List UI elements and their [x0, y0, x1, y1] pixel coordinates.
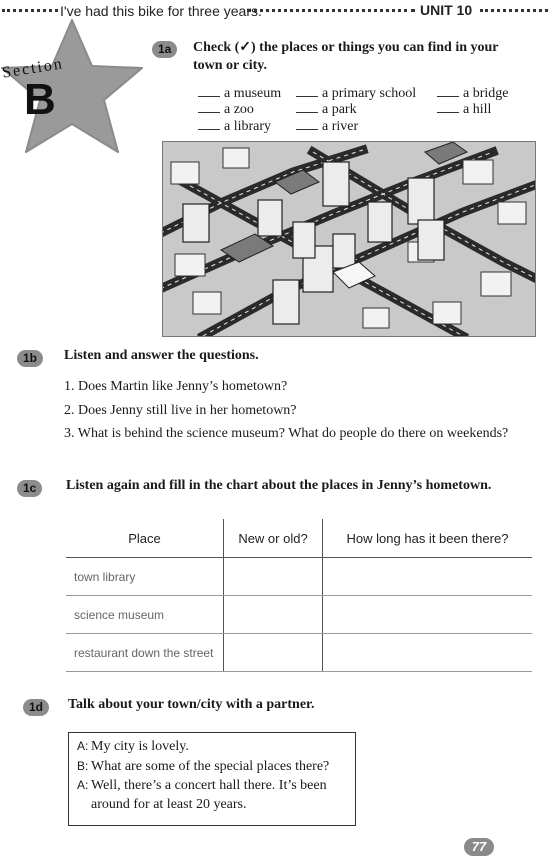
answer-blank[interactable] [198, 95, 220, 97]
answer-blank[interactable] [198, 128, 220, 130]
check-item-museum[interactable]: a museum [198, 86, 281, 102]
instruction-1a-line1: Check (✓) the places or things you can find in your [193, 40, 499, 55]
badge-1d: 1d [23, 699, 49, 716]
speaker-label: B: [77, 759, 89, 773]
speaker-label: A: [77, 739, 89, 753]
chart-header-row [66, 519, 532, 558]
question-3: 3. What is behind the science museum? What do people do there on weekends? [64, 426, 509, 441]
table-row [66, 558, 532, 596]
page-number: 77 [464, 838, 494, 856]
answer-blank[interactable] [437, 95, 459, 97]
col-header-new-or-old: New or old? [224, 519, 323, 558]
header-title: I've had this bike for three years. [60, 3, 262, 19]
places-chart [66, 519, 532, 672]
answer-cell[interactable] [224, 596, 323, 634]
instruction-1a [193, 39, 538, 75]
col-header-place: Place [66, 519, 224, 558]
section-letter: B [24, 75, 56, 124]
city-illustration [162, 141, 536, 337]
answer-blank[interactable] [296, 95, 318, 97]
check-item-river[interactable]: a river [296, 119, 358, 135]
question-1: 1. Does Martin like Jenny’s hometown? [64, 379, 288, 394]
place-cell: restaurant down the street [66, 634, 224, 672]
question-2: 2. Does Jenny still live in her hometown? [64, 403, 297, 418]
dialog-line [77, 797, 247, 813]
dialog-line [77, 739, 189, 755]
dialog-box [68, 732, 356, 826]
table-row [66, 634, 532, 672]
answer-cell[interactable] [224, 558, 323, 596]
answer-cell[interactable] [224, 634, 323, 672]
answer-cell[interactable] [323, 634, 533, 672]
check-item-hill[interactable]: a hill [437, 102, 491, 118]
header-dotted-rule-middle [247, 9, 415, 12]
answer-cell[interactable] [323, 596, 533, 634]
check-item-park[interactable]: a park [296, 102, 357, 118]
section-star-icon [0, 16, 145, 156]
answer-blank[interactable] [198, 111, 220, 113]
instruction-1b: Listen and answer the questions. [64, 348, 259, 363]
speaker-label: A: [77, 778, 89, 792]
section-word: Section [0, 55, 65, 82]
place-cell: science museum [66, 596, 224, 634]
answer-blank[interactable] [437, 111, 459, 113]
instruction-1d: Talk about your town/city with a partner. [68, 697, 315, 712]
badge-1b: 1b [17, 350, 43, 367]
unit-label: UNIT 10 [420, 2, 473, 18]
badge-1c: 1c [17, 480, 42, 497]
answer-cell[interactable] [323, 558, 533, 596]
header-dotted-rule-right [480, 9, 548, 12]
answer-blank[interactable] [296, 111, 318, 113]
dialog-text: around for at least 20 years. [91, 797, 247, 812]
dialog-text: What are some of the special places there? [91, 759, 330, 774]
check-item-library[interactable]: a library [198, 119, 271, 135]
dialog-text: My city is lovely. [91, 739, 189, 754]
dialog-text: Well, there’s a concert hall there. It’s been [91, 778, 327, 793]
check-item-zoo[interactable]: a zoo [198, 102, 254, 118]
header-dotted-rule-left [2, 9, 58, 12]
table-row [66, 596, 532, 634]
place-cell: town library [66, 558, 224, 596]
check-item-bridge[interactable]: a bridge [437, 86, 508, 102]
dialog-line [77, 778, 327, 794]
instruction-1a-line2: town or city. [193, 58, 268, 73]
dialog-line [77, 759, 329, 775]
col-header-how-long: How long has it been there? [323, 519, 533, 558]
answer-blank[interactable] [296, 128, 318, 130]
badge-1a: 1a [152, 41, 177, 58]
check-item-primary-school[interactable]: a primary school [296, 86, 416, 102]
instruction-1c: Listen again and fill in the chart about the places in Jenny’s hometown. [66, 478, 492, 493]
